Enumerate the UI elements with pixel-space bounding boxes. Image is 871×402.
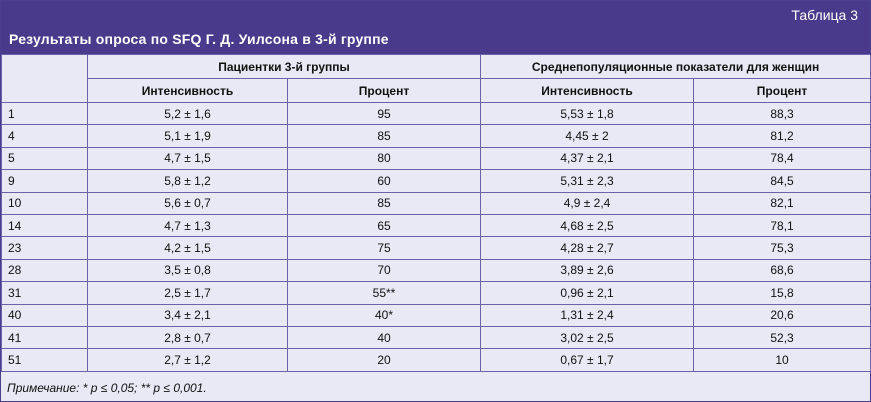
row-id-cell: 1	[2, 103, 88, 125]
patients-intensity-cell: 4,7 ± 1,3	[88, 214, 288, 236]
population-intensity-cell: 4,9 ± 2,4	[481, 192, 694, 214]
id-header-cell	[2, 55, 88, 103]
population-intensity-cell: 5,53 ± 1,8	[481, 103, 694, 125]
table-header-bar	[1, 1, 870, 54]
patients-intensity-cell: 5,8 ± 1,2	[88, 170, 288, 192]
patients-intensity-cell: 5,2 ± 1,6	[88, 103, 288, 125]
results-table	[1, 54, 871, 372]
patients-intensity-cell: 5,1 ± 1,9	[88, 125, 288, 147]
table-row	[2, 125, 871, 147]
patients-intensity-cell: 4,7 ± 1,5	[88, 147, 288, 169]
table-row	[2, 103, 871, 125]
population-percent-cell: 10	[694, 349, 871, 371]
population-percent-cell: 78,1	[694, 214, 871, 236]
population-intensity-cell: 4,45 ± 2	[481, 125, 694, 147]
row-id-cell: 23	[2, 237, 88, 259]
population-intensity-cell: 1,31 ± 2,4	[481, 304, 694, 326]
row-id-cell: 40	[2, 304, 88, 326]
population-intensity-cell: 3,02 ± 2,5	[481, 326, 694, 348]
population-group-header: Среднепопуляционные показатели для женщин	[481, 55, 871, 79]
patients-percent-header: Процент	[288, 79, 481, 103]
population-intensity-header: Интенсивность	[481, 79, 694, 103]
patients-percent-cell: 65	[288, 214, 481, 236]
row-id-cell: 41	[2, 326, 88, 348]
population-percent-cell: 68,6	[694, 259, 871, 281]
patients-percent-cell: 75	[288, 237, 481, 259]
patients-intensity-cell: 2,5 ± 1,7	[88, 282, 288, 304]
row-id-cell: 9	[2, 170, 88, 192]
patients-intensity-cell: 3,5 ± 0,8	[88, 259, 288, 281]
table-row	[2, 259, 871, 281]
population-intensity-cell: 4,68 ± 2,5	[481, 214, 694, 236]
group-header-row	[2, 55, 871, 79]
population-intensity-cell: 3,89 ± 2,6	[481, 259, 694, 281]
table-row	[2, 192, 871, 214]
patients-percent-cell: 95	[288, 103, 481, 125]
population-percent-header: Процент	[694, 79, 871, 103]
table-row	[2, 304, 871, 326]
population-percent-cell: 75,3	[694, 237, 871, 259]
table-number-label: Таблица 3	[791, 7, 858, 23]
patients-percent-cell: 60	[288, 170, 481, 192]
table-row	[2, 237, 871, 259]
patients-percent-cell: 85	[288, 192, 481, 214]
patients-intensity-cell: 2,8 ± 0,7	[88, 326, 288, 348]
population-intensity-cell: 0,96 ± 2,1	[481, 282, 694, 304]
patients-group-header: Пациентки 3-й группы	[88, 55, 481, 79]
row-id-cell: 51	[2, 349, 88, 371]
table-row	[2, 326, 871, 348]
table-note: Примечание: * p ≤ 0,05; ** p ≤ 0,001.	[7, 381, 207, 395]
subheader-row	[2, 79, 871, 103]
patients-intensity-cell: 2,7 ± 1,2	[88, 349, 288, 371]
table-body	[2, 103, 871, 372]
row-id-cell: 31	[2, 282, 88, 304]
row-id-cell: 5	[2, 147, 88, 169]
patients-percent-cell: 40*	[288, 304, 481, 326]
population-percent-cell: 52,3	[694, 326, 871, 348]
population-percent-cell: 78,4	[694, 147, 871, 169]
population-percent-cell: 82,1	[694, 192, 871, 214]
patients-percent-cell: 20	[288, 349, 481, 371]
population-percent-cell: 15,8	[694, 282, 871, 304]
table-row	[2, 349, 871, 371]
patients-intensity-cell: 3,4 ± 2,1	[88, 304, 288, 326]
patients-intensity-cell: 5,6 ± 0,7	[88, 192, 288, 214]
patients-percent-cell: 40	[288, 326, 481, 348]
row-id-cell: 10	[2, 192, 88, 214]
table-row	[2, 170, 871, 192]
patients-percent-cell: 85	[288, 125, 481, 147]
row-id-cell: 28	[2, 259, 88, 281]
table-row	[2, 282, 871, 304]
patients-percent-cell: 55**	[288, 282, 481, 304]
patients-intensity-cell: 4,2 ± 1,5	[88, 237, 288, 259]
table-row	[2, 147, 871, 169]
patients-percent-cell: 70	[288, 259, 481, 281]
patients-percent-cell: 80	[288, 147, 481, 169]
population-percent-cell: 20,6	[694, 304, 871, 326]
population-intensity-cell: 4,37 ± 2,1	[481, 147, 694, 169]
population-percent-cell: 88,3	[694, 103, 871, 125]
population-intensity-cell: 5,31 ± 2,3	[481, 170, 694, 192]
row-id-cell: 14	[2, 214, 88, 236]
table-title: Результаты опроса по SFQ Г. Д. Уилсона в 3-й группе	[9, 31, 389, 47]
population-intensity-cell: 0,67 ± 1,7	[481, 349, 694, 371]
row-id-cell: 4	[2, 125, 88, 147]
patients-intensity-header: Интенсивность	[88, 79, 288, 103]
population-percent-cell: 84,5	[694, 170, 871, 192]
population-percent-cell: 81,2	[694, 125, 871, 147]
table-row	[2, 214, 871, 236]
population-intensity-cell: 4,28 ± 2,7	[481, 237, 694, 259]
